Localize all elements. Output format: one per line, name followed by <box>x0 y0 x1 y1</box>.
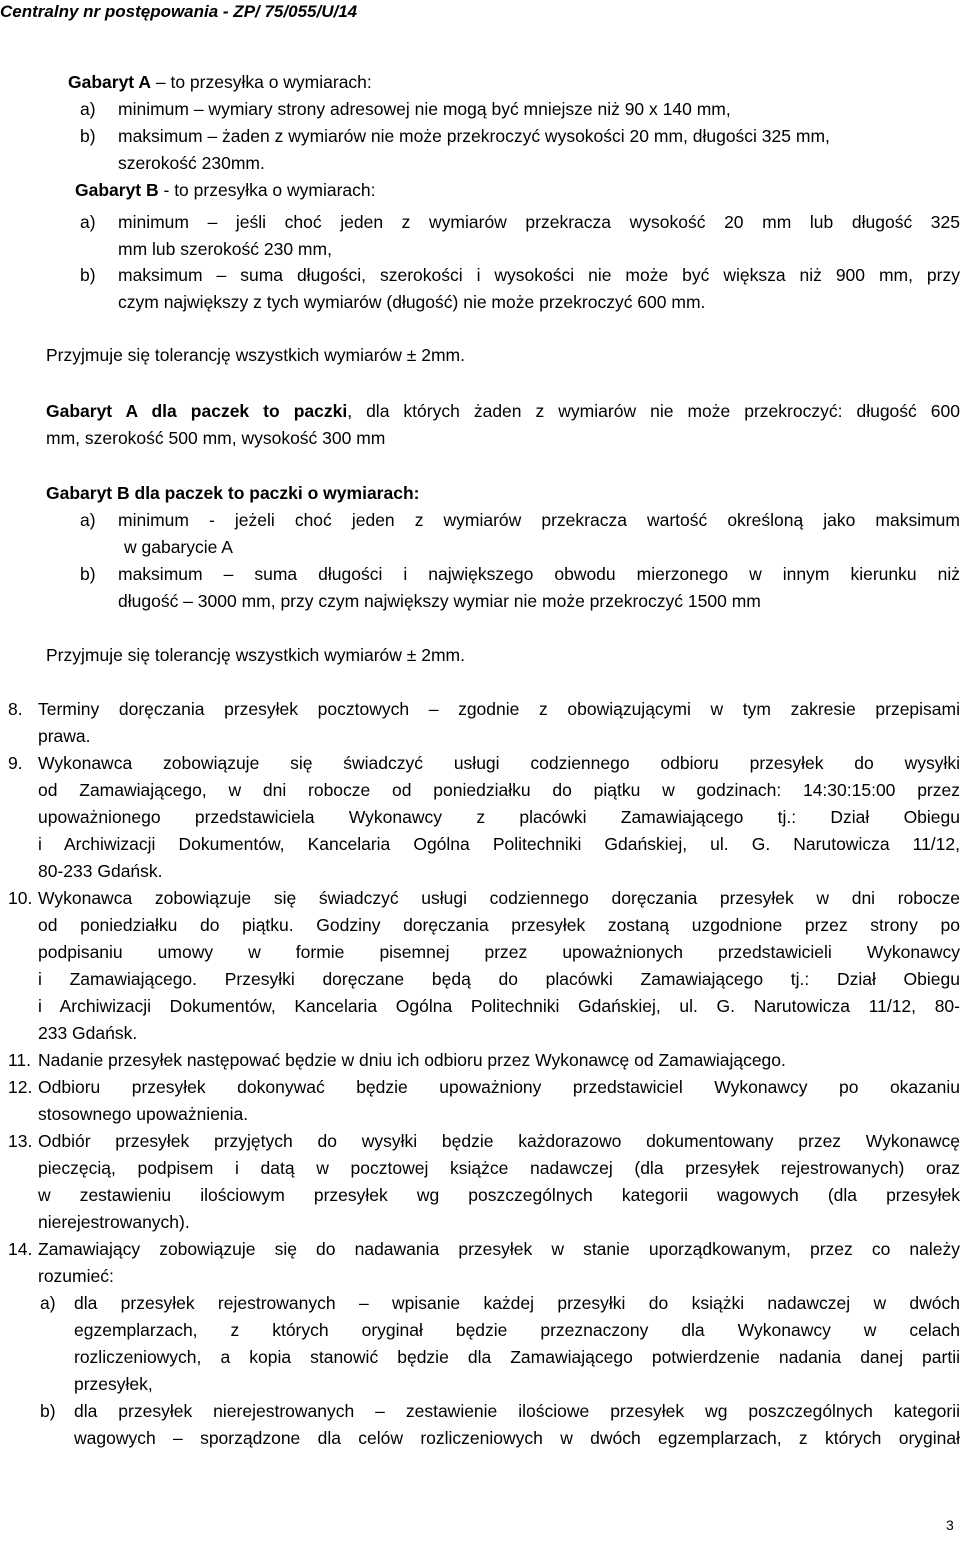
list-item: czym największy z tych wymiarów (długość) nie może przekroczyć 600 mm. <box>118 292 706 312</box>
list-item: mm lub szerokość 230 mm, <box>118 239 332 259</box>
list-marker: a) <box>80 510 96 530</box>
list-item: minimum – wymiary strony adresowej nie mogą być mniejsze niż 90 x 140 mm, <box>118 99 731 119</box>
item-text: od poniedziałku do piątku. Godziny doręczania przesyłek zostaną uzgodnione przez strony po <box>38 915 960 935</box>
list-marker: a) <box>80 99 96 119</box>
list-item: minimum - jeżeli choć jeden z wymiarów przekracza wartość określoną jako maksimum <box>118 510 960 530</box>
list-item: dla przesyłek nierejestrowanych – zestawienie ilościowe przesyłek wg poszczególnych kategorii <box>74 1401 960 1421</box>
item-text: rozumieć: <box>38 1266 114 1286</box>
list-marker: a) <box>40 1293 56 1313</box>
item-text: Terminy doręczania przesyłek pocztowych – zgodnie z obowiązującymi w tym zakresie przepisami <box>38 699 960 719</box>
list-item: przesyłek, <box>74 1374 153 1394</box>
list-marker: b) <box>80 126 96 146</box>
paczki-a-line-1 <box>46 398 960 425</box>
list-item: dla przesyłek rejestrowanych – wpisanie każdej przesyłki do książki nadawczej w dwóch <box>74 1293 960 1313</box>
item-text: pieczęcią, podpisem i datą w pocztowej książce nadawczej (dla przesyłek rejestrowanych) oraz <box>38 1158 960 1178</box>
item-text: podpisaniu umowy w formie pisemnej przez upoważnionych przedstawicieli Wykonawcy <box>38 942 960 962</box>
list-item: maksimum – suma długości i największego obwodu mierzonego w innym kierunku niż <box>118 564 960 584</box>
item-text: nierejestrowanych). <box>38 1212 190 1232</box>
gabaryt-a-heading: Gabaryt A <box>68 72 151 92</box>
item-text: i Zamawiającego. Przesyłki doręczane będą do placówki Zamawiającego tj.: Dział Obiegu <box>38 969 960 989</box>
gabaryt-b-heading-line <box>75 177 376 204</box>
item-number: 14. <box>8 1239 33 1259</box>
document-header: Centralny nr postępowania - ZP/ 75/055/U/14 <box>0 2 358 21</box>
gabaryt-b-heading: Gabaryt B <box>75 180 159 200</box>
item-text: prawa. <box>38 726 91 746</box>
list-marker: b) <box>40 1401 56 1421</box>
item-text: Zamawiający zobowiązuje się do nadawania przesyłek w stanie uporządkowanym, przez co należy <box>38 1239 960 1259</box>
list-item: minimum – jeśli choć jeden z wymiarów przekracza wysokość 20 mm lub długość 325 <box>118 212 960 232</box>
list-item: maksimum – żaden z wymiarów nie może przekroczyć wysokości 20 mm, długości 325 mm, <box>118 126 830 146</box>
list-item: wagowych – sporządzone dla celów rozliczeniowych w dwóch egzemplarzach, z których oryginał <box>74 1428 960 1448</box>
item-number: 12. <box>8 1077 33 1097</box>
tolerance-note: Przyjmuje się tolerancję wszystkich wymiarów ± 2mm. <box>46 645 466 665</box>
page-number: 3 <box>946 1517 954 1533</box>
item-text: w zestawieniu ilościowym przesyłek wg poszczególnych kategorii wagowych (dla przesyłek <box>38 1185 960 1205</box>
gabaryt-a-heading-rest: – to przesyłka o wymiarach: <box>151 72 372 92</box>
tolerance-note: Przyjmuje się tolerancję wszystkich wymiarów ± 2mm. <box>46 345 466 365</box>
list-marker: b) <box>80 564 96 584</box>
item-text: i Archiwizacji Dokumentów, Kancelaria Ogólna Politechniki Gdańskiej, ul. G. Narutowicza 11/12, <box>38 834 960 854</box>
list-item: długość – 3000 mm, przy czym największy wymiar nie może przekroczyć 1500 mm <box>118 591 761 611</box>
item-number: 11. <box>8 1050 32 1070</box>
item-number: 8. <box>8 699 23 719</box>
gabaryt-a-heading-line <box>68 69 372 96</box>
item-text: stosownego upoważnienia. <box>38 1104 249 1124</box>
list-item: rozliczeniowych, a kopia stanowić będzie dla Zamawiającego potwierdzenie nadania danej partii <box>74 1347 960 1367</box>
item-text: Odbioru przesyłek dokonywać będzie upoważniony przedstawiciel Wykonawcy po okazaniu <box>38 1077 960 1097</box>
item-text: Odbiór przesyłek przyjętych do wysyłki będzie każdorazowo dokumentowany przez Wykonawcę <box>38 1131 960 1151</box>
paczki-b-heading: Gabaryt B dla paczek to paczki o wymiarach: <box>46 483 420 503</box>
paczki-a-line-2: mm, szerokość 500 mm, wysokość 300 mm <box>46 428 386 448</box>
item-text: 80-233 Gdańsk. <box>38 861 163 881</box>
item-text: Wykonawca zobowiązuje się świadczyć usługi codziennego doręczania przesyłek w dni robocze <box>38 888 960 908</box>
item-number: 9. <box>8 753 23 773</box>
item-text: od Zamawiającego, w dni robocze od poniedziałku do piątku w godzinach: 14:30:15:00 przez <box>38 780 960 800</box>
list-item: egzemplarzach, z których oryginał będzie przeznaczony dla Wykonawcy w celach <box>74 1320 960 1340</box>
item-text: upoważnionego przedstawiciela Wykonawcy z placówki Zamawiającego tj.: Dział Obiegu <box>38 807 960 827</box>
list-item: maksimum – suma długości, szerokości i wysokości nie może być większa niż 900 mm, przy <box>118 265 960 285</box>
item-text: Nadanie przesyłek następować będzie w dniu ich odbioru przez Wykonawcę od Zamawiającego. <box>38 1050 786 1070</box>
list-marker: b) <box>80 265 96 285</box>
paczki-a-heading: Gabaryt A dla paczek to paczki <box>46 401 348 421</box>
list-marker: a) <box>80 212 96 232</box>
gabaryt-b-heading-rest: - to przesyłka o wymiarach: <box>158 180 376 200</box>
list-item: w gabarycie A <box>124 537 233 557</box>
item-text: 233 Gdańsk. <box>38 1023 138 1043</box>
item-number: 13. <box>8 1131 33 1151</box>
item-number: 10. <box>8 888 33 908</box>
paczki-a-text: , dla których żaden z wymiarów nie może przekroczyć: długość 600 <box>347 401 960 421</box>
list-item: szerokość 230mm. <box>118 153 265 173</box>
item-text: i Archiwizacji Dokumentów, Kancelaria Ogólna Politechniki Gdańskiej, ul. G. Narutowicza 11/12, 80- <box>38 996 960 1016</box>
item-text: Wykonawca zobowiązuje się świadczyć usługi codziennego odbioru przesyłek do wysyłki <box>38 753 960 773</box>
